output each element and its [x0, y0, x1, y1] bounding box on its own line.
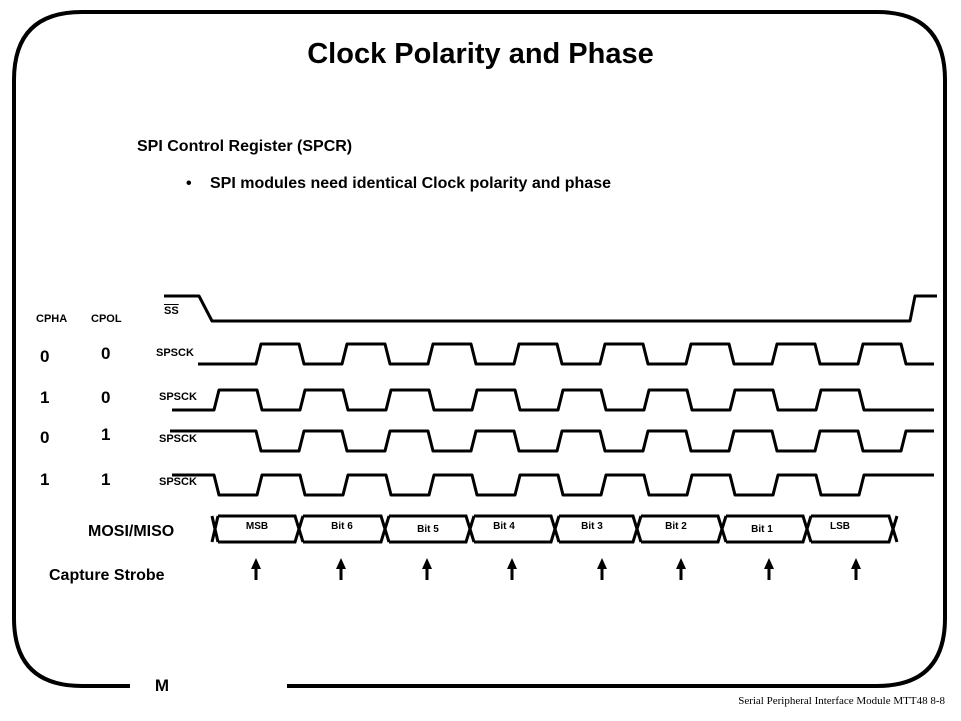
capture-arrows — [251, 558, 861, 580]
spsck-label: SPSCK — [159, 433, 197, 445]
bullet-item — [186, 175, 611, 193]
cpol-value: 0 — [101, 388, 111, 407]
up-arrow-icon — [676, 558, 686, 580]
spsck-waveform — [172, 475, 934, 495]
data-cell-label: Bit 5 — [417, 524, 439, 535]
up-arrow-icon — [851, 558, 861, 580]
arrow-head — [251, 558, 261, 569]
bullet-dot: • — [186, 175, 192, 192]
waveforms — [164, 296, 937, 495]
spsck-label: SPSCK — [156, 347, 194, 359]
logo: M — [154, 676, 170, 695]
cpol-value: 1 — [101, 470, 111, 489]
up-arrow-icon — [764, 558, 774, 580]
data-cell-label: MSB — [245, 521, 269, 532]
ss-label: $\overline{SS}$ — [164, 305, 179, 317]
arrow-head — [764, 558, 774, 569]
up-arrow-icon — [251, 558, 261, 580]
bullet-text: SPI modules need identical Clock polarity and phase — [210, 175, 611, 192]
cpha-value: 0 — [40, 347, 50, 366]
data-cell-edge — [212, 516, 218, 542]
arrow-head — [422, 558, 432, 569]
ss-waveform — [164, 296, 937, 321]
up-arrow-icon — [597, 558, 607, 580]
cpha-value: 0 — [40, 428, 50, 447]
data-cell-label: LSB — [830, 521, 850, 532]
slide-title: Clock Polarity and Phase — [307, 38, 654, 70]
spsck-waveform — [172, 390, 934, 410]
up-arrow-icon — [507, 558, 517, 580]
cpha-header: CPHA — [36, 313, 68, 325]
footer-text: Serial Peripheral Interface Module MTT48 8-8 — [738, 695, 945, 707]
cpol-value: 0 — [101, 344, 111, 363]
arrow-head — [597, 558, 607, 569]
arrow-head — [676, 558, 686, 569]
arrow-head — [507, 558, 517, 569]
arrow-head — [336, 558, 346, 569]
cpha-value: 1 — [40, 470, 50, 489]
cpol-header: CPOL — [91, 313, 122, 325]
cpha-value: 1 — [40, 388, 50, 407]
cpol-value: 1 — [101, 425, 111, 444]
subtitle: SPI Control Register (SPCR) — [137, 138, 353, 155]
capture-strobe-label: Capture Strobe — [49, 567, 165, 584]
data-cell-label: Bit 1 — [751, 524, 773, 535]
data-cell-label: Bit 2 — [665, 521, 687, 532]
data-cell-label: Bit 6 — [331, 521, 353, 532]
spsck-label: SPSCK — [159, 391, 197, 403]
spsck-waveform — [170, 431, 934, 451]
spsck-waveform — [198, 344, 934, 364]
arrow-head — [851, 558, 861, 569]
up-arrow-icon — [422, 558, 432, 580]
mosi-miso-label: MOSI/MISO — [88, 523, 175, 540]
data-cell-label: Bit 3 — [581, 521, 603, 532]
spsck-label: SPSCK — [159, 476, 197, 488]
up-arrow-icon — [336, 558, 346, 580]
data-cell-label: Bit 4 — [493, 521, 515, 532]
